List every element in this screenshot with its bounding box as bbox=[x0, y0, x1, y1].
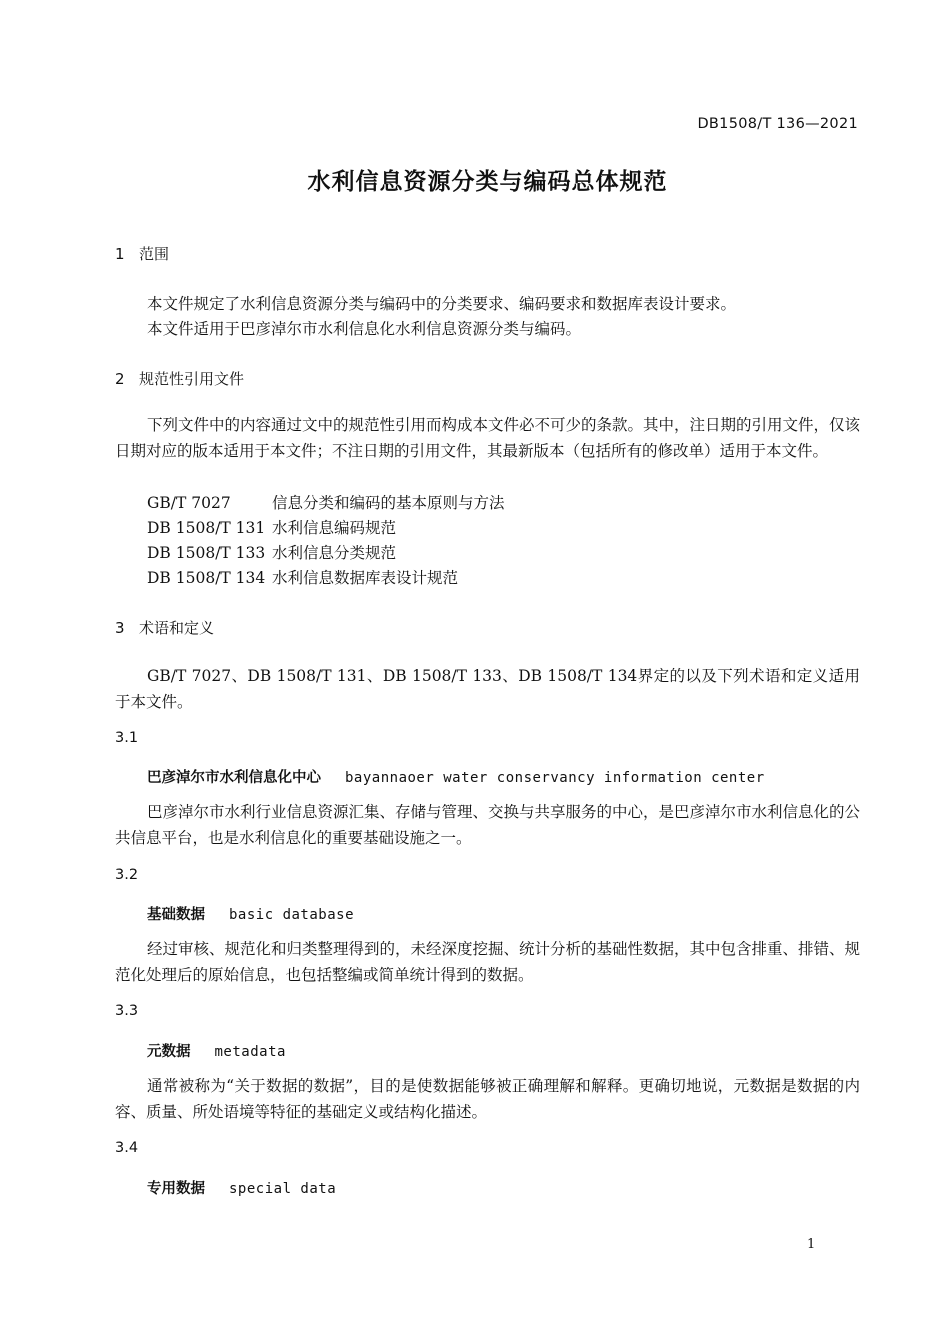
paragraph: 本文件适用于巴彦淖尔市水利信息化水利信息资源分类与编码。 bbox=[147, 320, 582, 338]
reference-name: 水利信息编码规范 bbox=[272, 519, 397, 537]
term-entry bbox=[147, 766, 765, 787]
reference-code: GB/T 7027 bbox=[147, 494, 231, 512]
paragraph: GB/T 7027、DB 1508/T 131、DB 1508/T 133、DB 1508/T 134界定的以及下列术语和定义适用于本文件。 bbox=[115, 667, 860, 711]
term-definition: 巴彦淖尔市水利行业信息资源汇集、存储与管理、交换与共享服务的中心，是巴彦淖尔市水利信息化的公共信息平台，也是水利信息化的重要基础设施之一。 bbox=[115, 803, 861, 847]
term-number: 3.1 bbox=[115, 730, 139, 746]
reference-item bbox=[147, 541, 396, 563]
section-title: 范围 bbox=[139, 245, 170, 263]
reference-name: 水利信息数据库表设计规范 bbox=[272, 569, 459, 587]
document-title: 水利信息资源分类与编码总体规范 bbox=[307, 169, 668, 195]
term-chinese: 巴彦淖尔市水利信息化中心 bbox=[147, 770, 321, 786]
section-heading-terms-definitions bbox=[115, 617, 214, 638]
reference-code: DB 1508/T 133 bbox=[147, 544, 266, 562]
section-heading-scope bbox=[115, 243, 169, 264]
term-english: basic database bbox=[229, 907, 355, 923]
term-chinese: 基础数据 bbox=[147, 907, 205, 923]
reference-item bbox=[147, 566, 458, 588]
term-english: metadata bbox=[214, 1044, 286, 1060]
term-entry bbox=[147, 1040, 286, 1061]
section-title: 术语和定义 bbox=[139, 619, 215, 637]
paragraph: 本文件规定了水利信息资源分类与编码中的分类要求、编码要求和数据库表设计要求。 bbox=[147, 295, 737, 313]
paragraph: 下列文件中的内容通过文中的规范性引用而构成本文件必不可少的条款。其中，注日期的引用文件，仅该日期对应的版本适用于本文件；不注日期的引用文件，其最新版本（包括所有的修改单）适用于本文件。 bbox=[115, 416, 861, 460]
section-number: 1 bbox=[115, 245, 125, 263]
term-chinese: 专用数据 bbox=[147, 1181, 205, 1197]
term-definition: 通常被称为“关于数据的数据”，目的是使数据能够被正确理解和解释。更确切地说，元数据是数据的内容、质量、所处语境等特征的基础定义或结构化描述。 bbox=[115, 1077, 860, 1121]
page-number: 1 bbox=[807, 1237, 816, 1252]
section-number: 2 bbox=[115, 370, 125, 388]
term-definition: 经过审核、规范化和归类整理得到的，未经深度挖掘、统计分析的基础性数据，其中包含排重、排错、规范化处理后的原始信息，也包括整编或简单统计得到的数据。 bbox=[115, 940, 861, 984]
section-title: 规范性引用文件 bbox=[139, 370, 245, 388]
section-number: 3 bbox=[115, 619, 125, 637]
term-number: 3.2 bbox=[115, 867, 139, 883]
term-entry bbox=[147, 1177, 336, 1198]
standard-code: DB1508/T 136—2021 bbox=[697, 116, 858, 132]
section-heading-normative-references bbox=[115, 368, 244, 389]
term-number: 3.3 bbox=[115, 1003, 139, 1019]
term-english: special data bbox=[229, 1181, 337, 1197]
reference-code: DB 1508/T 134 bbox=[147, 569, 266, 587]
term-number: 3.4 bbox=[115, 1140, 139, 1156]
reference-code: DB 1508/T 131 bbox=[147, 519, 266, 537]
term-chinese: 元数据 bbox=[147, 1044, 191, 1060]
term-english: bayannaoer water conservancy information center bbox=[345, 770, 765, 786]
reference-item bbox=[147, 516, 396, 538]
reference-name: 水利信息分类规范 bbox=[272, 544, 397, 562]
reference-name: 信息分类和编码的基本原则与方法 bbox=[272, 494, 505, 512]
reference-item bbox=[147, 491, 505, 513]
term-entry bbox=[147, 903, 354, 924]
